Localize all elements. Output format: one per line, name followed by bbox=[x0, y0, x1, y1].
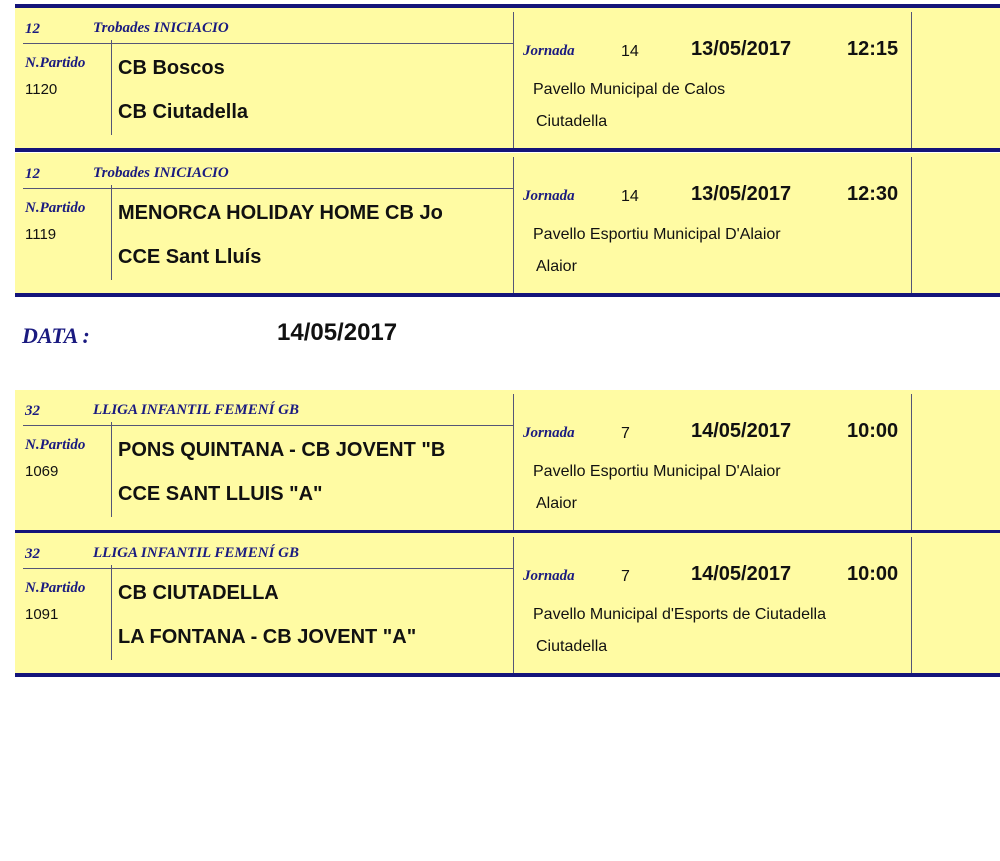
home-team: CB CIUTADELLA bbox=[118, 582, 279, 604]
divider bbox=[23, 188, 513, 189]
match-card bbox=[15, 153, 1000, 297]
divider bbox=[23, 568, 513, 569]
divider bbox=[513, 12, 514, 148]
divider bbox=[23, 43, 513, 44]
category-name: LLIGA INFANTIL FEMENÍ GB bbox=[93, 402, 300, 418]
match-number: 1119 bbox=[25, 226, 57, 243]
match-number-label: N.Partido bbox=[25, 437, 86, 453]
away-team: CCE Sant Lluís bbox=[118, 246, 262, 268]
round-number: 7 bbox=[621, 568, 630, 585]
match-time: 10:00 bbox=[847, 563, 899, 585]
divider bbox=[513, 537, 514, 673]
city: Ciutadella bbox=[536, 113, 608, 130]
category-name: Trobades INICIACIO bbox=[93, 165, 229, 181]
divider bbox=[911, 394, 912, 530]
divider bbox=[911, 537, 912, 673]
round-number: 7 bbox=[621, 425, 630, 442]
category-number: 12 bbox=[25, 21, 40, 37]
venue: Pavello Municipal d'Esports de Ciutadella bbox=[533, 606, 826, 623]
divider bbox=[513, 157, 514, 293]
venue: Pavello Municipal de Calos bbox=[533, 81, 726, 98]
venue: Pavello Esportiu Municipal D'Alaior bbox=[533, 226, 781, 243]
date-section-value: 14/05/2017 bbox=[277, 319, 398, 346]
match-time: 12:15 bbox=[847, 38, 899, 60]
match-number-label: N.Partido bbox=[25, 55, 86, 71]
category-number: 32 bbox=[25, 546, 40, 562]
divider bbox=[111, 565, 112, 660]
divider bbox=[911, 157, 912, 293]
home-team: PONS QUINTANA - CB JOVENT "B bbox=[118, 439, 446, 461]
home-team: MENORCA HOLIDAY HOME CB Jo bbox=[118, 202, 443, 224]
match-date: 14/05/2017 bbox=[691, 420, 792, 442]
divider bbox=[513, 394, 514, 530]
round-label: Jornada bbox=[523, 568, 575, 584]
match-number: 1120 bbox=[25, 81, 58, 98]
match-number: 1069 bbox=[25, 463, 59, 480]
round-number: 14 bbox=[621, 188, 639, 205]
divider bbox=[111, 185, 112, 280]
match-card bbox=[15, 390, 1000, 534]
divider bbox=[911, 12, 912, 148]
match-card bbox=[15, 4, 1000, 152]
home-team: CB Boscos bbox=[118, 57, 225, 79]
date-section-label: DATA : bbox=[22, 323, 90, 348]
round-label: Jornada bbox=[523, 425, 575, 441]
match-date: 13/05/2017 bbox=[691, 183, 792, 205]
match-time: 12:30 bbox=[847, 183, 899, 205]
category-number: 32 bbox=[25, 403, 40, 419]
away-team: CB Ciutadella bbox=[118, 101, 249, 123]
round-number: 14 bbox=[621, 43, 639, 60]
divider bbox=[111, 422, 112, 517]
divider bbox=[23, 425, 513, 426]
away-team: LA FONTANA - CB JOVENT "A" bbox=[118, 626, 417, 648]
match-number-label: N.Partido bbox=[25, 580, 86, 596]
match-number-label: N.Partido bbox=[25, 200, 86, 216]
match-card bbox=[15, 533, 1000, 677]
city: Alaior bbox=[536, 495, 577, 512]
round-label: Jornada bbox=[523, 188, 575, 204]
match-date: 13/05/2017 bbox=[691, 38, 792, 60]
city: Alaior bbox=[536, 258, 577, 275]
divider bbox=[111, 40, 112, 135]
category-name: Trobades INICIACIO bbox=[93, 20, 229, 36]
round-label: Jornada bbox=[523, 43, 575, 59]
category-number: 12 bbox=[25, 166, 40, 182]
city: Ciutadella bbox=[536, 638, 608, 655]
venue: Pavello Esportiu Municipal D'Alaior bbox=[533, 463, 781, 480]
away-team: CCE SANT LLUIS "A" bbox=[118, 483, 323, 505]
match-date: 14/05/2017 bbox=[691, 563, 792, 585]
category-name: LLIGA INFANTIL FEMENÍ GB bbox=[93, 545, 300, 561]
match-number: 1091 bbox=[25, 606, 59, 623]
match-time: 10:00 bbox=[847, 420, 899, 442]
